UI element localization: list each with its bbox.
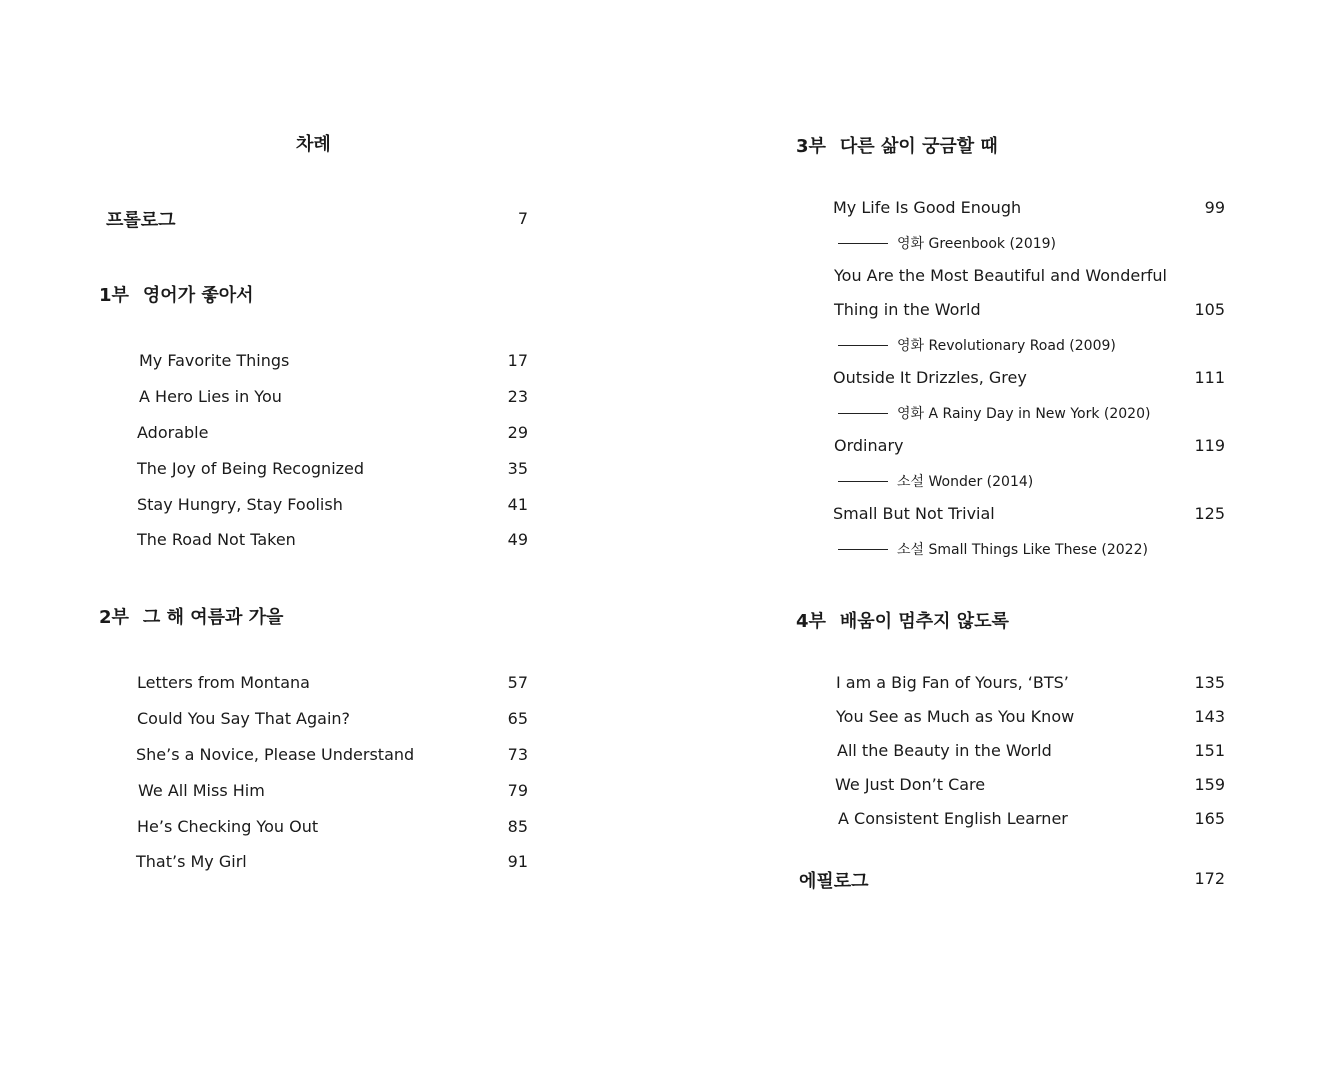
source-note xyxy=(838,335,1116,355)
epilogue-label: 에필로그 xyxy=(799,871,869,892)
toc-entry-title: She’s a Novice, Please Understand xyxy=(136,745,415,764)
toc-entry-page: 119 xyxy=(1194,436,1225,455)
toc-entry-title: We Just Don’t Care xyxy=(835,775,986,794)
toc-entry-page: 105 xyxy=(1194,300,1225,319)
toc-entry-title: My Life Is Good Enough xyxy=(833,198,1022,217)
toc-entry-title: My Favorite Things xyxy=(139,351,290,370)
part2-title: 그 해 여름과 가을 xyxy=(142,607,284,628)
prologue-page: 7 xyxy=(517,209,528,228)
part3-heading xyxy=(796,132,998,158)
toc-entry-title: The Road Not Taken xyxy=(137,530,296,549)
part4-heading xyxy=(796,607,1009,633)
source-note xyxy=(838,403,1150,423)
toc-entry-page: 29 xyxy=(507,423,528,442)
part2-heading xyxy=(99,603,283,629)
toc-entry-page: 79 xyxy=(507,781,528,800)
epilogue-page: 172 xyxy=(1194,869,1225,888)
toc-entry-page: 151 xyxy=(1194,741,1225,760)
toc-entry-page: 73 xyxy=(507,745,528,764)
toc-entry-page: 99 xyxy=(1204,198,1225,217)
source-text: 영화 Revolutionary Road (2009) xyxy=(897,338,1116,354)
source-text: 영화 Greenbook (2019) xyxy=(897,236,1057,252)
dash-rule xyxy=(838,243,888,244)
source-note xyxy=(838,233,1056,253)
dash-rule xyxy=(838,413,888,414)
toc-entry-page: 41 xyxy=(507,495,528,514)
toc-entry-page: 125 xyxy=(1194,504,1225,523)
right-page xyxy=(671,0,1342,1068)
toc-entry-page: 85 xyxy=(507,817,528,836)
toc-entry-title: Stay Hungry, Stay Foolish xyxy=(137,495,343,514)
toc-entry-title: You See as Much as You Know xyxy=(836,707,1075,726)
part1-title: 영어가 좋아서 xyxy=(142,285,254,306)
toc-entry-title: That’s My Girl xyxy=(136,852,247,871)
prologue-label: 프롤로그 xyxy=(106,210,176,231)
toc-entry-page: 111 xyxy=(1194,368,1225,387)
toc-entry-title: Small But Not Trivial xyxy=(833,504,995,523)
part3-number: 3부 xyxy=(796,136,826,157)
toc-entry-page: 91 xyxy=(507,852,528,871)
toc-entry-page: 57 xyxy=(507,673,528,692)
toc-entry-title: You Are the Most Beautiful and Wonderful xyxy=(834,266,1167,285)
toc-entry-title: A Hero Lies in You xyxy=(139,387,282,406)
toc-entry-page: 143 xyxy=(1194,707,1225,726)
toc-entry-title: The Joy of Being Recognized xyxy=(137,459,365,478)
toc-entry-title: I am a Big Fan of Yours, ‘BTS’ xyxy=(836,673,1069,692)
toc-entry-title: A Consistent English Learner xyxy=(838,809,1068,828)
source-text: 영화 A Rainy Day in New York (2020) xyxy=(897,406,1151,422)
toc-entry-title: We All Miss Him xyxy=(138,781,265,800)
part3-title: 다른 삶이 궁금할 때 xyxy=(839,136,998,157)
dash-rule xyxy=(838,345,888,346)
dash-rule xyxy=(838,549,888,550)
source-text: 소설 Small Things Like These (2022) xyxy=(897,542,1148,558)
toc-entry-page: 35 xyxy=(507,459,528,478)
toc-entry-title: All the Beauty in the World xyxy=(837,741,1052,760)
dash-rule xyxy=(838,481,888,482)
part2-number: 2부 xyxy=(99,607,129,628)
toc-entry-title-cont: Thing in the World xyxy=(834,300,981,319)
source-text: 소설 Wonder (2014) xyxy=(897,474,1034,490)
source-note xyxy=(838,539,1148,559)
toc-entry-page: 17 xyxy=(507,351,528,370)
toc-entry-page: 65 xyxy=(507,709,528,728)
toc-entry-page: 165 xyxy=(1194,809,1225,828)
toc-entry-page: 135 xyxy=(1194,673,1225,692)
toc-entry-title: Adorable xyxy=(137,423,209,442)
part4-title: 배움이 멈추지 않도록 xyxy=(839,611,1009,632)
toc-entry-title: Could You Say That Again? xyxy=(137,709,351,728)
toc-entry-page: 49 xyxy=(507,530,528,549)
source-note xyxy=(838,471,1033,491)
toc-entry-title: He’s Checking You Out xyxy=(137,817,319,836)
toc-entry-page: 159 xyxy=(1194,775,1225,794)
part1-number: 1부 xyxy=(99,285,129,306)
toc-entry-title: Outside It Drizzles, Grey xyxy=(833,368,1027,387)
part4-number: 4부 xyxy=(796,611,826,632)
toc-entry-title: Letters from Montana xyxy=(137,673,310,692)
toc-entry-page: 23 xyxy=(507,387,528,406)
part1-heading xyxy=(99,281,254,307)
toc-entry-title: Ordinary xyxy=(834,436,904,455)
toc-title: 차례 xyxy=(296,134,331,155)
